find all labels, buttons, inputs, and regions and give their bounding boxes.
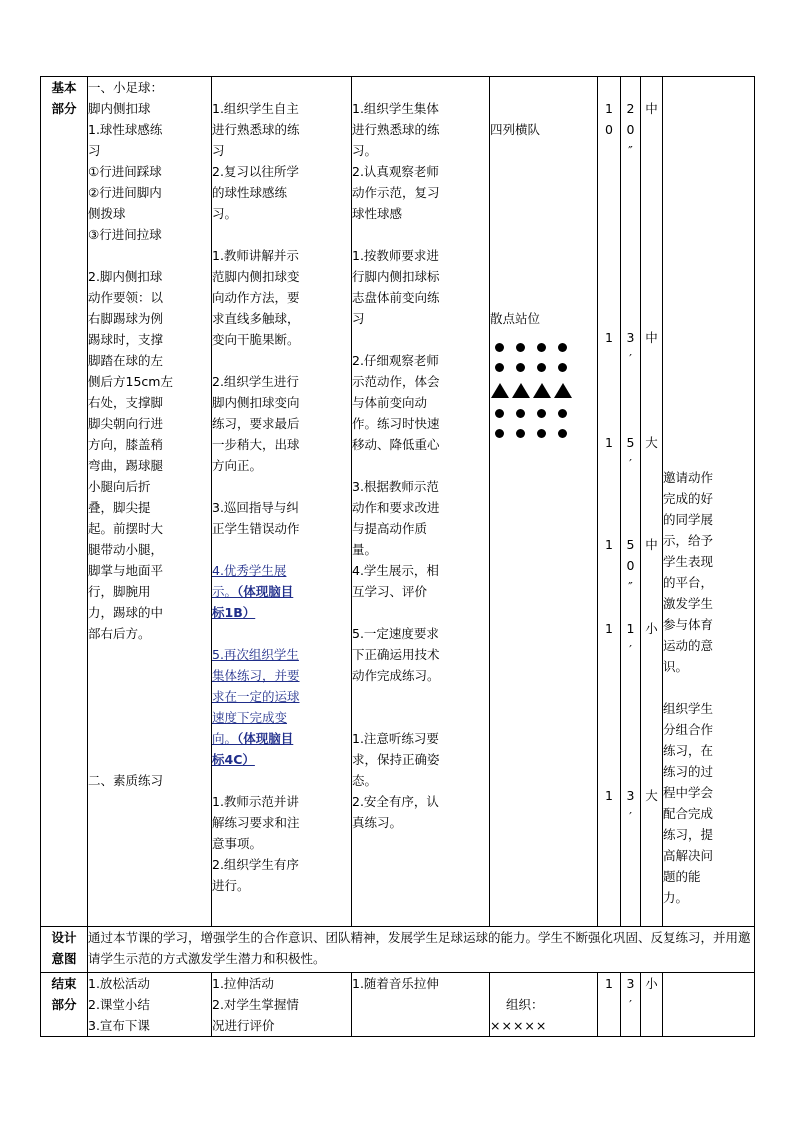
intensity-6: 大 xyxy=(645,788,658,803)
end-intensity: 小 xyxy=(641,973,663,1037)
end-count: 1 xyxy=(598,973,621,1037)
intensity-1: 中 xyxy=(645,101,658,116)
student-dot xyxy=(495,363,504,372)
time-6: 3 ′ xyxy=(626,788,635,824)
intensity-column xyxy=(641,77,663,927)
time-3: 5 ′ xyxy=(626,435,635,471)
teacher-fitness-steps: 1.教师示范并讲 解练习要求和注 意事项。 2.组织学生有序 进行。 xyxy=(212,794,300,893)
student-step-6: 5.一定速度要求 下正确运用技术 动作完成练习。 xyxy=(352,626,440,683)
teacher-step-2: 1.教师讲解并示 范脚内侧扣球变 向动作方法，要 求直线多触球， 变向干脆果断。 xyxy=(212,248,300,347)
count-5: 1 xyxy=(605,621,613,636)
lesson-plan-table xyxy=(40,76,755,1037)
note-showcase: 邀请动作 完成的好 的同学展 示，给予 学生表现 的平台， 激发学生 参与体育 运动的意 识。 xyxy=(663,470,714,674)
count-4: 1 xyxy=(605,537,613,552)
end-student: 1.随着音乐拉伸 xyxy=(352,973,490,1037)
cone-marker xyxy=(554,383,572,398)
teacher-activity-cell xyxy=(212,77,352,927)
content-intro: 一、小足球： 脚内侧扣球 1.球性球感练 习 ①行进间踩球 ②行进间脚内 侧拨球 ③行进间拉球 xyxy=(88,80,164,242)
design-intent-text: 通过本节课的学习，增强学生的合作意识、团队精神，发展学生足球运球的能力。学生不断强化巩固、反复练习，并用邀请学生示范的方式激发学生潜力和积极性。 xyxy=(88,927,755,973)
end-notes xyxy=(663,973,755,1037)
teacher-step-3: 2.组织学生进行 脚内侧扣球变向 练习，要求最后 一步稍大，出球 方向正。 xyxy=(212,374,300,473)
time-column xyxy=(621,77,641,927)
student-step-4: 3.根据教师示范 动作和要求改进 与提高动作质 量。 xyxy=(352,479,440,557)
section-label-design: 设计 意图 xyxy=(41,927,88,973)
teacher-step-1: 1.组织学生自主 进行熟悉球的练 习 2.复习以往所学 的球性球感练 习。 xyxy=(212,101,300,221)
section-label-basic: 基本 部分 xyxy=(41,77,88,927)
student-fitness-steps: 1.注意听练习要 求，保持正确姿 态。 2.安全有序，认 真练习。 xyxy=(352,731,440,830)
formation-dots-bottom xyxy=(493,407,597,440)
formation-scattered: 散点站位 xyxy=(490,311,541,326)
content-fitness: 二、素质练习 xyxy=(88,773,164,788)
student-dot xyxy=(558,409,567,418)
time-1: 2 0 ″ xyxy=(626,101,635,158)
end-organization-label: 组织： xyxy=(506,997,544,1012)
basic-part-row xyxy=(41,77,755,927)
cone-marker xyxy=(491,383,509,398)
student-dot xyxy=(537,363,546,372)
cone-marker xyxy=(533,383,551,398)
teacher-step-5-link[interactable]: 4.优秀学生展 示。（体现脑目 标1B） xyxy=(212,563,294,620)
intensity-3: 大 xyxy=(645,435,658,450)
student-dot xyxy=(516,343,525,352)
count-2: 1 xyxy=(605,330,613,345)
content-key-points: 2.脚内侧扣球 动作要领：以 右脚踢球为例 踢球时，支撑 脚踏在球的左 侧后方15cm左 右处，支撑脚 脚尖朝向行进 方向，膝盖稍 弯曲，踢球腿 小腿向后折 叠，脚尖提 起。前摆时大 腿带动小腿， 脚掌与地面平 行，脚腕用 力，踢球的中 部右后方。 xyxy=(88,269,173,641)
time-2: 3 ′ xyxy=(626,330,635,366)
student-dot xyxy=(495,343,504,352)
student-step-5: 4.学生展示，相 互学习、评价 xyxy=(352,563,439,599)
end-content: 1.放松活动 2.课堂小结 3.宣布下课 xyxy=(88,973,212,1037)
time-5: 1 ′ xyxy=(626,621,635,657)
student-dot xyxy=(516,363,525,372)
intensity-5: 小 xyxy=(645,621,658,636)
student-dot xyxy=(516,429,525,438)
student-activity-cell xyxy=(352,77,490,927)
count-3: 1 xyxy=(605,435,613,450)
student-dot xyxy=(495,409,504,418)
teacher-step-4: 3.巡回指导与纠 正学生错误动作 xyxy=(212,500,300,536)
count-1: 1 0 xyxy=(605,101,613,137)
student-step-3: 2.仔细观察老师 示范动作，体会 与体前变向动 作。练习时快速 移动、降低重心 xyxy=(352,353,440,452)
student-dot xyxy=(537,429,546,438)
formation-cones xyxy=(491,383,597,398)
student-dot xyxy=(516,409,525,418)
content-cell xyxy=(88,77,212,927)
teacher-step-6-link[interactable]: 5.再次组织学生 集体练习，并要 求在一定的运球 速度下完成变 向。（体现脑目 标4C） xyxy=(212,647,300,767)
organization-cell xyxy=(490,77,598,927)
note-group-practice: 组织学生 分组合作 练习，在 练习的过 程中学会 配合完成 练习，提 高解决问 题的能 力。 xyxy=(663,701,714,905)
end-organization-marks: ××××× xyxy=(490,1018,548,1033)
section-label-end: 结束 部分 xyxy=(41,973,88,1037)
end-organization xyxy=(490,973,598,1037)
time-4: 5 0 ″ xyxy=(626,537,635,594)
end-part-row xyxy=(41,973,755,1037)
student-dot xyxy=(537,343,546,352)
student-step-2: 1.按教师要求进 行脚内侧扣球标 志盘体前变向练 习 xyxy=(352,248,440,326)
student-dot xyxy=(558,429,567,438)
intensity-2: 中 xyxy=(645,330,658,345)
end-time: 3 ′ xyxy=(621,973,641,1037)
student-dot xyxy=(537,409,546,418)
notes-cell xyxy=(663,77,755,927)
formation-dots-top xyxy=(493,341,597,374)
intensity-4: 中 xyxy=(645,537,658,552)
count-6: 1 xyxy=(605,788,613,803)
formation-four-rows: 四列横队 xyxy=(490,122,541,137)
cone-marker xyxy=(512,383,530,398)
design-intent-row xyxy=(41,927,755,973)
student-step-1: 1.组织学生集体 进行熟悉球的练 习。 2.认真观察老师 动作示范，复习 球性球感 xyxy=(352,101,440,221)
student-dot xyxy=(558,363,567,372)
student-dot xyxy=(558,343,567,352)
end-teacher: 1.拉伸活动 2.对学生掌握情 况进行评价 xyxy=(212,973,352,1037)
count-column xyxy=(598,77,621,927)
student-dot xyxy=(495,429,504,438)
